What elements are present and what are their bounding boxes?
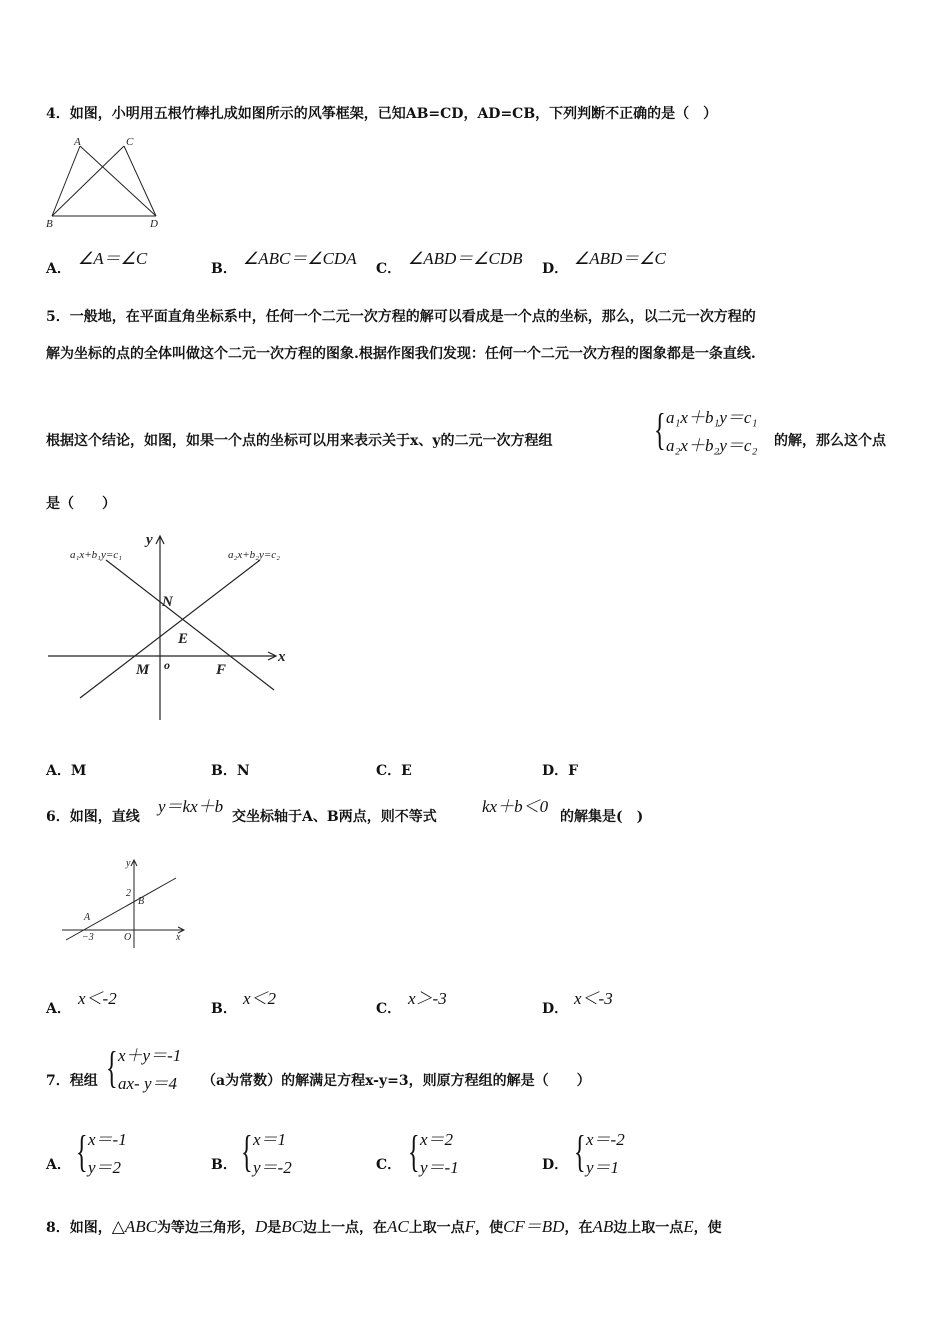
q7-option-b-system: { x＝1 y＝-2 — [241, 1126, 341, 1186]
q6-origin-label: O — [124, 932, 132, 943]
q7-option-c-row1: x＝2 — [420, 1130, 454, 1149]
q6-pre: 6．如图，直线 — [46, 809, 140, 825]
q4-option-b-letter: B． — [211, 261, 237, 277]
q8-math-ab: AB — [592, 1217, 614, 1236]
q7-eq2: ax- y＝4 — [118, 1074, 178, 1093]
q6-option-c-letter: C． — [376, 1001, 402, 1017]
q4-option-c-letter: C． — [376, 261, 402, 277]
q7-option-b-row1: x＝1 — [253, 1130, 287, 1149]
q5-option-c: C．E — [376, 763, 412, 779]
q5-n-label: N — [162, 594, 173, 610]
q5-m-label: M — [136, 662, 150, 678]
q5-f-label: F — [216, 662, 227, 678]
q5-coordinate-figure — [44, 530, 294, 724]
q6-option-a-letter: A． — [46, 1001, 71, 1017]
q4-option-c-math: ∠ABD＝∠CDB — [408, 249, 523, 268]
q6-option-c-math: x＞-3 — [408, 989, 447, 1008]
q8-math-triangle: △ABC — [111, 1217, 157, 1236]
q8-text-1: 8．如图， — [46, 1220, 112, 1236]
q8-stem — [46, 1212, 722, 1237]
q8-math-bc: BC — [281, 1217, 303, 1236]
q6-line-equation: y＝kx＋b — [158, 797, 224, 816]
q8-text-2: 为等边三角形， — [156, 1220, 255, 1236]
q5-line1-label: a₁x+b₁y=c₁ — [70, 549, 122, 561]
q4-option-d-math: ∠ABD＝∠C — [574, 249, 666, 268]
q6-option-b-math: x＜2 — [243, 989, 277, 1008]
q8-math-e: E — [683, 1217, 694, 1236]
q4-label-c: C — [126, 136, 134, 148]
q7-option-b-letter: B． — [211, 1157, 237, 1173]
q6-tick-2: 2 — [126, 888, 131, 899]
q5-eq2: a₂x＋b₂y＝c₂ — [666, 436, 758, 455]
q7-option-d-letter: D． — [542, 1157, 569, 1173]
q4-option-d-letter: D． — [542, 261, 569, 277]
q4-label-a: A — [74, 136, 81, 148]
q8-math-d: D — [254, 1217, 268, 1236]
q5-x-label: x — [278, 649, 286, 665]
q4-label-b: B — [46, 218, 53, 230]
q7-post: （a为常数）的解满足方程x-y=3，则原方程组的解是（ ） — [202, 1073, 591, 1089]
q5-origin-label: o — [164, 658, 170, 672]
q7-option-a-row2: y＝2 — [88, 1158, 122, 1177]
q5-option-a: A．M — [46, 763, 87, 779]
q6-y-label: y — [126, 858, 131, 869]
q7-option-a-row1: x＝-1 — [88, 1130, 127, 1149]
q8-text-9: ，使 — [693, 1220, 722, 1236]
q8-text-5: 上取一点 — [408, 1220, 465, 1236]
q7-pre: 7．程组 — [46, 1073, 98, 1089]
q5-line3-post: 的解，那么这个点 — [774, 433, 886, 449]
q7-option-a-system: { x＝-1 y＝2 — [76, 1126, 176, 1186]
q7-option-d-row1: x＝-2 — [586, 1130, 625, 1149]
q8-text-8: 边上取一点 — [613, 1220, 684, 1236]
q4-option-b-math: ∠ABC＝∠CDA — [243, 249, 357, 268]
q5-line4: 是（ ） — [46, 496, 116, 512]
q6-x-label: x — [176, 932, 181, 943]
q8-text-4: 边上一点，在 — [302, 1220, 387, 1236]
q5-eq1: a₁x＋b₁y＝c₁ — [666, 408, 758, 427]
q6-mid: 交坐标轴于A、B两点，则不等式 — [232, 809, 437, 825]
q4-label-d: D — [150, 218, 158, 230]
q8-text-6: ，使 — [475, 1220, 504, 1236]
q7-option-b-row2: y＝-2 — [253, 1158, 292, 1177]
q7-option-c-letter: C． — [376, 1157, 402, 1173]
q6-line-figure — [60, 856, 190, 952]
q6-option-d-math: x＜-3 — [574, 989, 613, 1008]
q8-text-7: ，在 — [564, 1220, 593, 1236]
q7-equation-system: { x＋y＝-1 ax- y＝4 — [106, 1042, 206, 1102]
q5-line2-label: a₂x+b₂y=c₂ — [228, 549, 280, 561]
q8-math-f: F — [464, 1217, 476, 1236]
q8-math-cf-bd: CF＝BD — [503, 1217, 565, 1236]
q5-option-b: B．N — [211, 763, 250, 779]
q6-option-b-letter: B． — [211, 1001, 237, 1017]
q4-stem: 4．如图，小明用五根竹棒扎成如图所示的风筝框架，已知AB=CD，AD=CB，下列判断不正确的是（ ） — [46, 106, 718, 122]
q4-option-a-letter: A． — [46, 261, 71, 277]
q8-math-ac: AC — [386, 1217, 409, 1236]
q7-eq1: x＋y＝-1 — [118, 1046, 182, 1065]
q7-option-c-system: { x＝2 y＝-1 — [408, 1126, 508, 1186]
q4-kite-figure — [44, 134, 166, 230]
q7-option-a-letter: A． — [46, 1157, 71, 1173]
q6-tick-neg3: −3 — [82, 932, 94, 943]
q6-inequality: kx＋b＜0 — [482, 797, 549, 816]
q5-line3-pre: 根据这个结论，如图，如果一个点的坐标可以用来表示关于x、y的二元一次方程组 — [46, 433, 553, 449]
q5-e-label: E — [178, 631, 189, 647]
q5-line1: 5．一般地，在平面直角坐标系中，任何一个二元一次方程的解可以看成是一个点的坐标，那么，以二元一次方程的 — [46, 309, 756, 325]
q7-option-d-row2: y＝1 — [586, 1158, 620, 1177]
q8-text-3: 是 — [267, 1220, 282, 1236]
q5-line2: 解为坐标的点的全体叫做这个二元一次方程的图象.根据作图我们发现：任何一个二元一次方程的图象都是一条直线. — [46, 346, 756, 362]
q6-post: 的解集是( ) — [560, 809, 644, 825]
q7-option-c-row2: y＝-1 — [420, 1158, 459, 1177]
q6-option-a-math: x＜-2 — [78, 989, 117, 1008]
q6-option-d-letter: D． — [542, 1001, 569, 1017]
q4-option-a-math: ∠A＝∠C — [78, 249, 148, 268]
q5-option-d: D．F — [542, 763, 579, 779]
q7-option-d-system: { x＝-2 y＝1 — [574, 1126, 674, 1186]
q6-b-label: B — [138, 896, 145, 907]
q5-y-label: y — [146, 532, 153, 548]
q6-a-label: A — [84, 912, 91, 923]
q5-equation-system: { a₁x＋b₁y＝c₁ a₂x＋b₂y＝c₂ — [654, 404, 774, 464]
